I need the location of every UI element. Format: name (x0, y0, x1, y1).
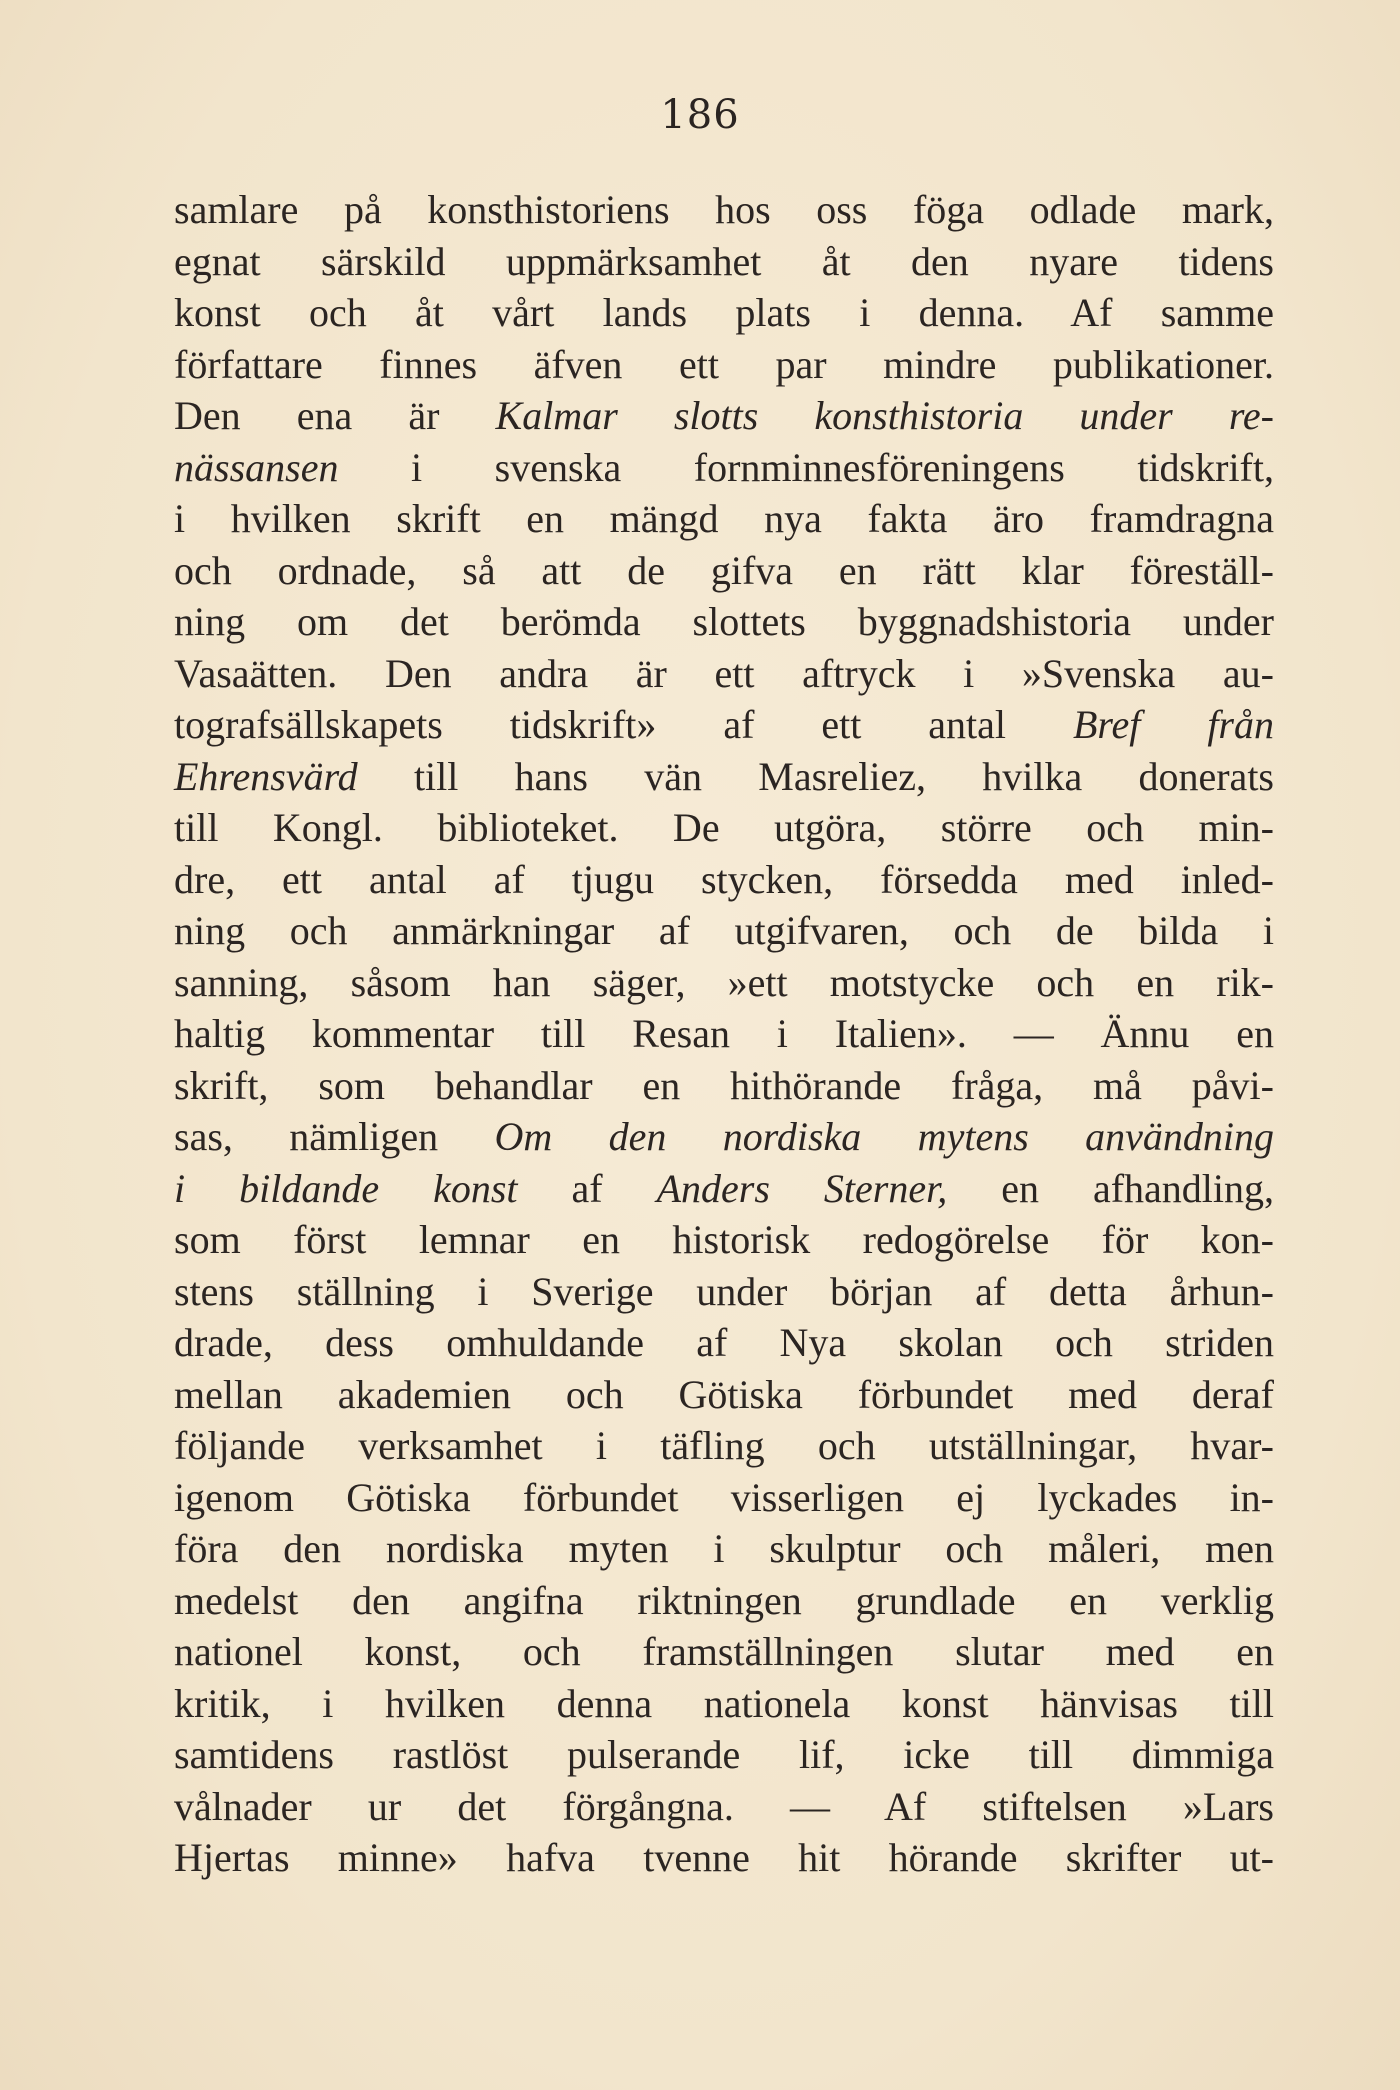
text-segment: haltig kommentar till Resan i Italien». — Ännu en (174, 1011, 1274, 1056)
page-number: 186 (660, 92, 740, 138)
italic-title-text: i bildande konst (174, 1165, 518, 1211)
text-segment: Vasaätten. Den andra är ett aftryck i »Svenska au- (174, 650, 1274, 696)
text-line (174, 1214, 1274, 1266)
text-line (174, 236, 1274, 288)
text-line (174, 648, 1274, 700)
text-segment: egnat särskild uppmärksamhet åt den nyare tidens (174, 238, 1274, 284)
italic-title-text: Kalmar slotts konsthistoria under re- (495, 393, 1274, 438)
text-segment: nationel konst, och framställningen slutar med en (174, 1629, 1274, 1674)
text-segment: drade, dess omhuldande af Nya skolan och striden (174, 1320, 1274, 1365)
text-line (174, 699, 1274, 751)
text-line (174, 1832, 1274, 1884)
text-line (174, 493, 1274, 545)
text-line (174, 184, 1274, 236)
text-line (174, 1163, 1274, 1215)
text-segment: sanning, såsom han säger, »ett motstycke och en rik- (174, 959, 1274, 1005)
text-segment: vålnader ur det förgångna. — Af stiftelsen »Lars (174, 1783, 1274, 1829)
text-segment: författare finnes äfven ett par mindre publikationer. (174, 341, 1274, 387)
text-line (174, 1575, 1274, 1627)
text-line (174, 1781, 1274, 1833)
text-line (174, 854, 1274, 906)
italic-title-text: Bref från (1072, 702, 1274, 747)
text-line (174, 1317, 1274, 1369)
text-segment: Den ena är (174, 393, 496, 438)
text-line (174, 1008, 1274, 1060)
text-segment: konst och åt vårt lands plats i denna. Af samme (174, 290, 1274, 335)
text-line (174, 1420, 1274, 1472)
text-line (174, 802, 1274, 854)
text-line (174, 339, 1274, 391)
text-segment: kritik, i hvilken denna nationela konst hänvisas till (174, 1680, 1274, 1726)
text-segment: i svenska fornminnesföreningens tidskrift, (338, 444, 1274, 490)
text-segment: skrift, som behandlar en hithörande fråga, må påvi- (174, 1062, 1274, 1108)
text-line (174, 1111, 1274, 1163)
text-segment: igenom Götiska förbundet visserligen ej lyckades in- (174, 1474, 1274, 1520)
text-segment: till Kongl. biblioteket. De utgöra, större och min- (174, 805, 1274, 850)
body-text (174, 184, 1274, 1884)
text-segment: mellan akademien och Götiska förbundet med deraf (174, 1371, 1274, 1417)
text-segment: ning om det berömda slottets byggnadshistoria under (174, 599, 1274, 644)
text-segment: medelst den angifna riktningen grundlade en verklig (174, 1577, 1274, 1623)
text-segment: och ordnade, så att de gifva en rätt klar föreställ- (174, 547, 1274, 593)
text-line (174, 957, 1274, 1009)
text-segment: af (517, 1165, 657, 1211)
text-segment: tografsällskapets tidskrift» af ett antal (174, 702, 1073, 747)
text-segment: föra den nordiska myten i skulptur och måleri, men (174, 1526, 1274, 1571)
text-segment: i hvilken skrift en mängd nya fakta äro framdragna (174, 496, 1274, 541)
text-segment: till hans vän Masreliez, hvilka donerats (357, 753, 1274, 799)
text-segment: följande verksamhet i täfling och utställningar, hvar- (174, 1423, 1274, 1468)
text-line (174, 1369, 1274, 1421)
text-segment: samlare på konsthistoriens hos oss föga odlade mark, (174, 187, 1274, 232)
text-line (174, 1060, 1274, 1112)
italic-title-text: Ehrensvärd (174, 753, 358, 799)
text-line (174, 1729, 1274, 1781)
text-line (174, 442, 1274, 494)
text-segment: Hjertas minne» hafva tvenne hit hörande skrifter ut- (174, 1835, 1274, 1880)
text-line (174, 390, 1274, 442)
text-line (174, 1266, 1274, 1318)
text-line (174, 1678, 1274, 1730)
text-line (174, 1523, 1274, 1575)
italic-title-text: Anders Sterner, (656, 1165, 948, 1211)
text-line (174, 287, 1274, 339)
text-segment: sas, nämligen (174, 1114, 495, 1159)
italic-title-text: Om den nordiska mytens användning (494, 1114, 1275, 1159)
text-line (174, 905, 1274, 957)
text-line (174, 751, 1274, 803)
text-line (174, 596, 1274, 648)
text-segment: som först lemnar en historisk redogörelse för kon- (174, 1217, 1274, 1262)
text-line (174, 1472, 1274, 1524)
text-segment: stens ställning i Sverige under början af detta århun- (174, 1268, 1274, 1314)
text-segment: dre, ett antal af tjugu stycken, försedda med inled- (174, 856, 1274, 902)
text-segment: samtidens rastlöst pulserande lif, icke till dimmiga (174, 1732, 1274, 1777)
italic-title-text: nässansen (174, 444, 339, 490)
text-line (174, 1626, 1274, 1678)
text-segment: ning och anmärkningar af utgifvaren, och de bilda i (174, 908, 1274, 953)
text-line (174, 545, 1274, 597)
text-segment: en afhandling, (947, 1165, 1275, 1211)
